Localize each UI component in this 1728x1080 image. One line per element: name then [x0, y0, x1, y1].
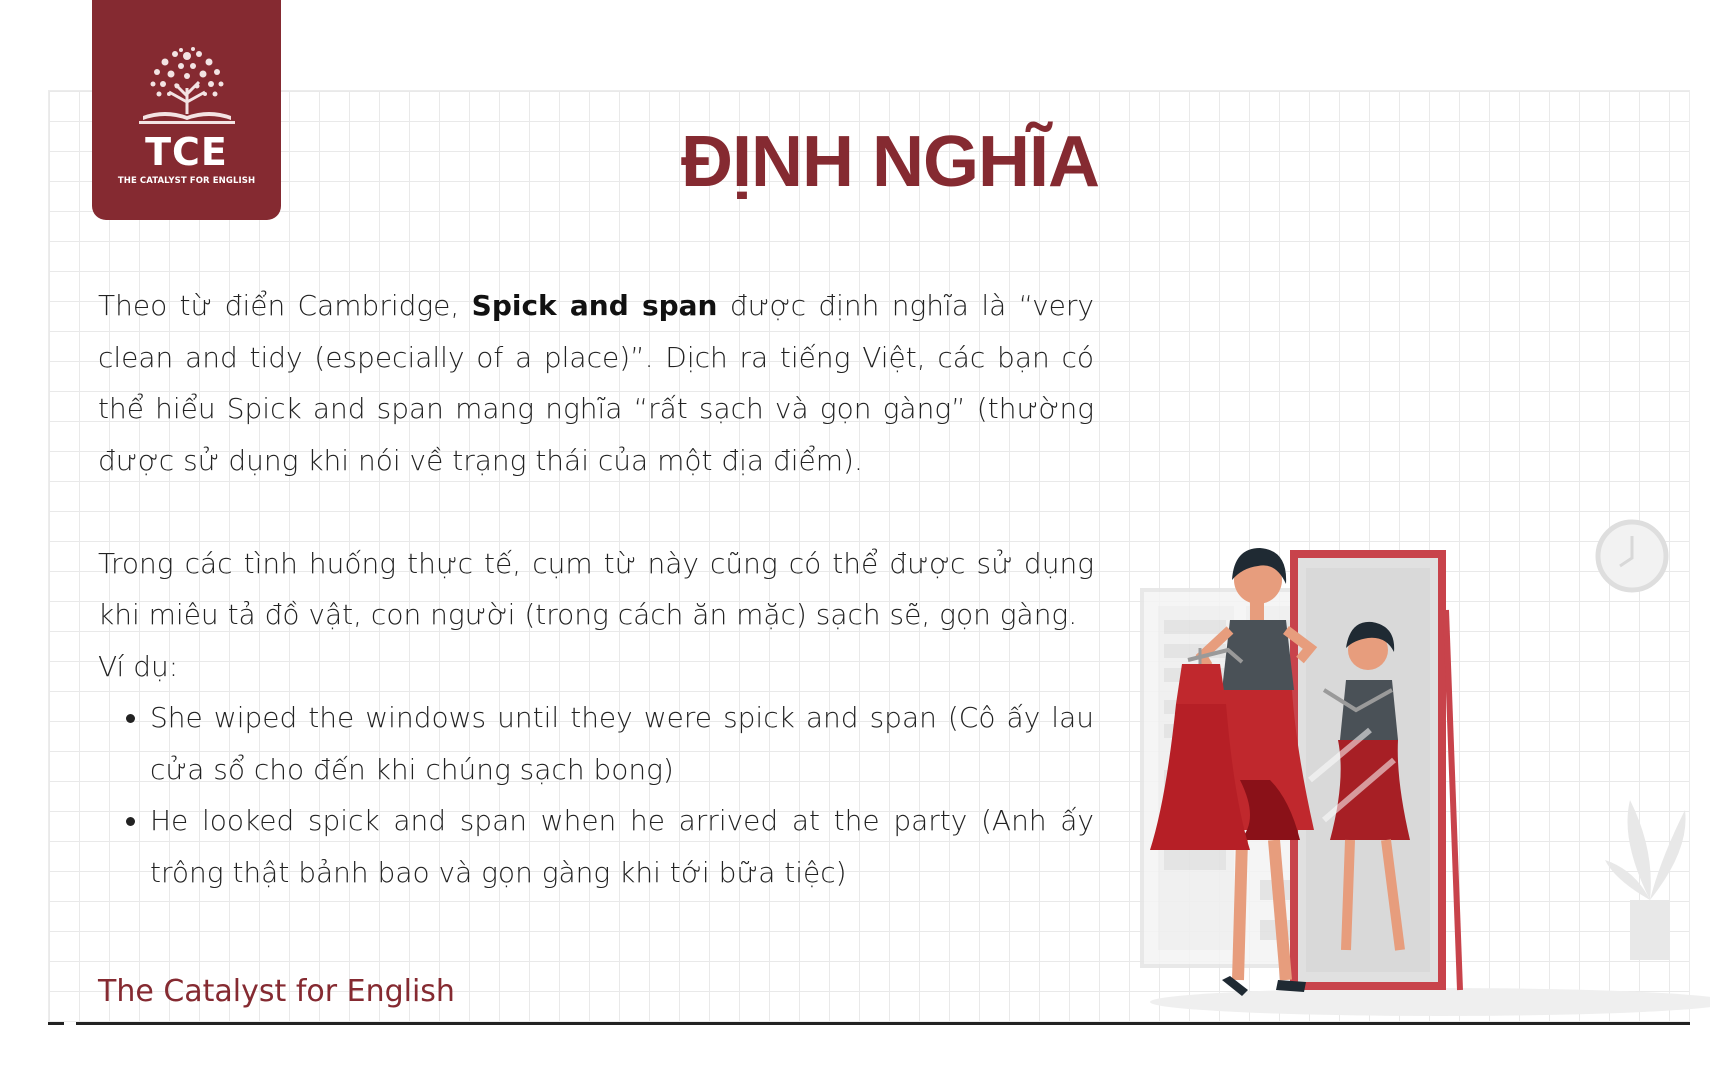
paragraph-gap — [98, 486, 1094, 538]
example-item: • He looked spick and span when he arrived at the party (Anh ấy trông thật bảnh bao và gọn gàng khi tới bữa tiệc) — [150, 795, 1094, 898]
examples-list — [98, 692, 1094, 898]
example-item: • She wiped the windows until they were spick and span (Cô ấy lau cửa sổ cho đến khi chúng sạch bong) — [150, 692, 1094, 795]
content-body — [98, 280, 1094, 898]
dress-mirror-illustration — [1110, 480, 1710, 1020]
logo-tagline: THE CATALYST FOR ENGLISH — [117, 176, 256, 186]
tree-book-icon — [135, 44, 239, 128]
mirror — [1290, 550, 1460, 990]
footer-divider — [76, 1022, 1690, 1025]
definition-term: Spick and span — [471, 289, 718, 322]
footer-brand: The Catalyst for English — [98, 974, 455, 1009]
usage-paragraph: Trong các tình huống thực tế, cụm từ này cũng có thể được sử dụng khi miêu tả đồ vật, con người (trong cách ăn mặc) sạch sẽ, gọn gàng. — [98, 546, 1094, 631]
definition-suffix: được định nghĩa là “very clean and tidy (especially of a place)”. Dịch ra tiếng Việt, các bạn có thể hiểu Spick and span mang nghĩa “rất sạch và gọn gàng” (thường được sử dụng khi nói về trạng thái của một địa điểm). — [98, 289, 1094, 477]
plant-icon — [1605, 800, 1686, 960]
definition-prefix: Theo từ điển Cambridge, — [98, 289, 472, 322]
footer-dash — [48, 1022, 64, 1025]
floor-shadow — [1150, 988, 1710, 1016]
page-title: ĐỊNH NGHĨA — [681, 122, 1099, 202]
examples-label: Ví dụ: — [98, 649, 179, 683]
logo-wordmark: TCE — [145, 130, 228, 174]
definition-paragraph — [98, 280, 1094, 486]
wall-clock-icon — [1598, 522, 1666, 590]
logo-card — [92, 0, 281, 220]
